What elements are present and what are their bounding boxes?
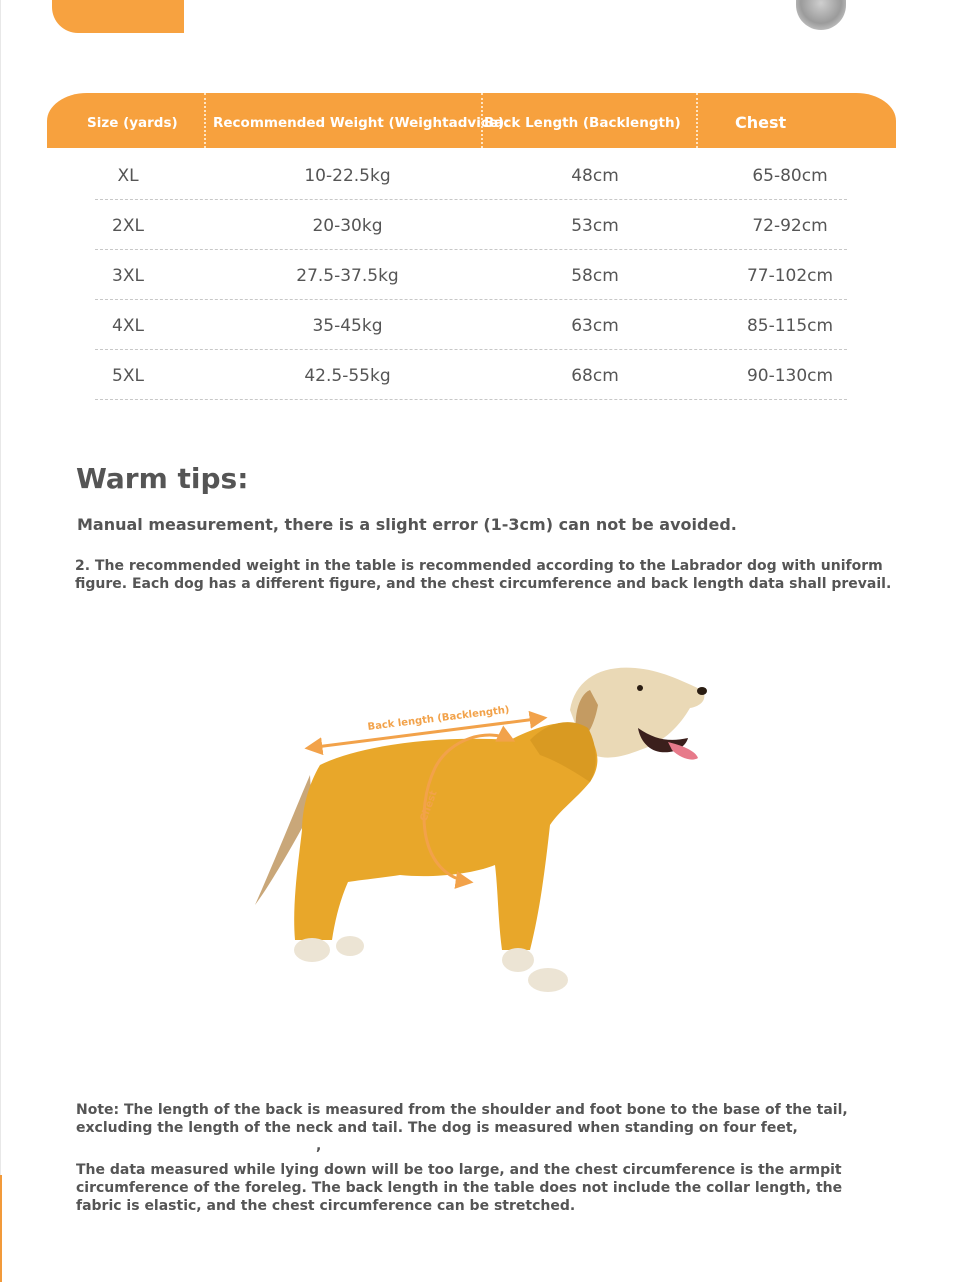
table-row (95, 299, 847, 350)
top-product-thumbnail (796, 0, 846, 30)
cell-size: 5XL (112, 366, 144, 386)
table-row (95, 249, 847, 300)
header-divider (204, 93, 206, 148)
tip-recommended-weight: 2. The recommended weight in the table is recommended according to the Labrador dog with uniform figure. Each dog has a different figure, and the chest circumference and back length data shall prevail. (75, 558, 892, 592)
cell-weight: 27.5-37.5kg (296, 266, 399, 286)
note-paragraph-2: The data measured while lying down will be too large, and the chest circumference is the armpit circumference of the foreleg. The back length in the table does not include the collar length, the fabric is elastic, and the chest circumference can be stretched. (76, 1162, 843, 1214)
cell-back-length: 58cm (571, 266, 619, 286)
cell-size: 3XL (112, 266, 144, 286)
warm-tips-title: Warm tips: (76, 462, 249, 495)
tip-measurement-error: Manual measurement, there is a slight error (1-3cm) can not be avoided. (77, 515, 737, 534)
cell-size: 2XL (112, 216, 144, 236)
cell-size: 4XL (112, 316, 144, 336)
header-divider (696, 93, 698, 148)
cell-weight: 20-30kg (312, 216, 383, 236)
cell-chest: 90-130cm (746, 366, 834, 386)
header-chest: Chest (735, 113, 787, 132)
cell-chest: 72-92cm (752, 216, 828, 236)
measurement-note (76, 1101, 876, 1215)
cell-back-length: 68cm (571, 366, 619, 386)
table-row (95, 149, 847, 200)
dog-measurement-illustration (240, 650, 720, 1010)
table-row (95, 349, 847, 400)
cell-chest: 65-80cm (752, 166, 828, 186)
chest-label: Chest (418, 789, 440, 824)
top-orange-tab (52, 0, 184, 33)
cell-chest: 77-102cm (746, 266, 834, 286)
cell-back-length: 48cm (571, 166, 619, 186)
header-back-length: Back Length (Backlength) (484, 115, 681, 131)
cell-weight: 10-22.5kg (304, 166, 391, 186)
note-trailing-comma: , (316, 1138, 322, 1154)
cell-back-length: 53cm (571, 216, 619, 236)
table-header (47, 93, 896, 148)
cell-size: XL (117, 166, 139, 186)
cell-chest: 85-115cm (746, 316, 834, 336)
note-paragraph-1: Note: The length of the back is measured from the shoulder and foot bone to the base of the tail, excluding the length of the neck and tail. The dog is measured when standing on four feet, (76, 1102, 848, 1136)
header-weight: Recommended Weight (Weightadvice): (213, 115, 510, 131)
left-border (0, 0, 1, 1282)
size-chart-table (47, 93, 896, 386)
left-accent-bar (0, 1175, 2, 1282)
cell-back-length: 63cm (571, 316, 619, 336)
cell-weight: 35-45kg (312, 316, 383, 336)
table-row (95, 199, 847, 250)
header-divider (481, 93, 483, 148)
header-size: Size (yards) (87, 115, 178, 131)
back-length-label: Back length (Backlength) (367, 704, 511, 733)
cell-weight: 42.5-55kg (304, 366, 391, 386)
